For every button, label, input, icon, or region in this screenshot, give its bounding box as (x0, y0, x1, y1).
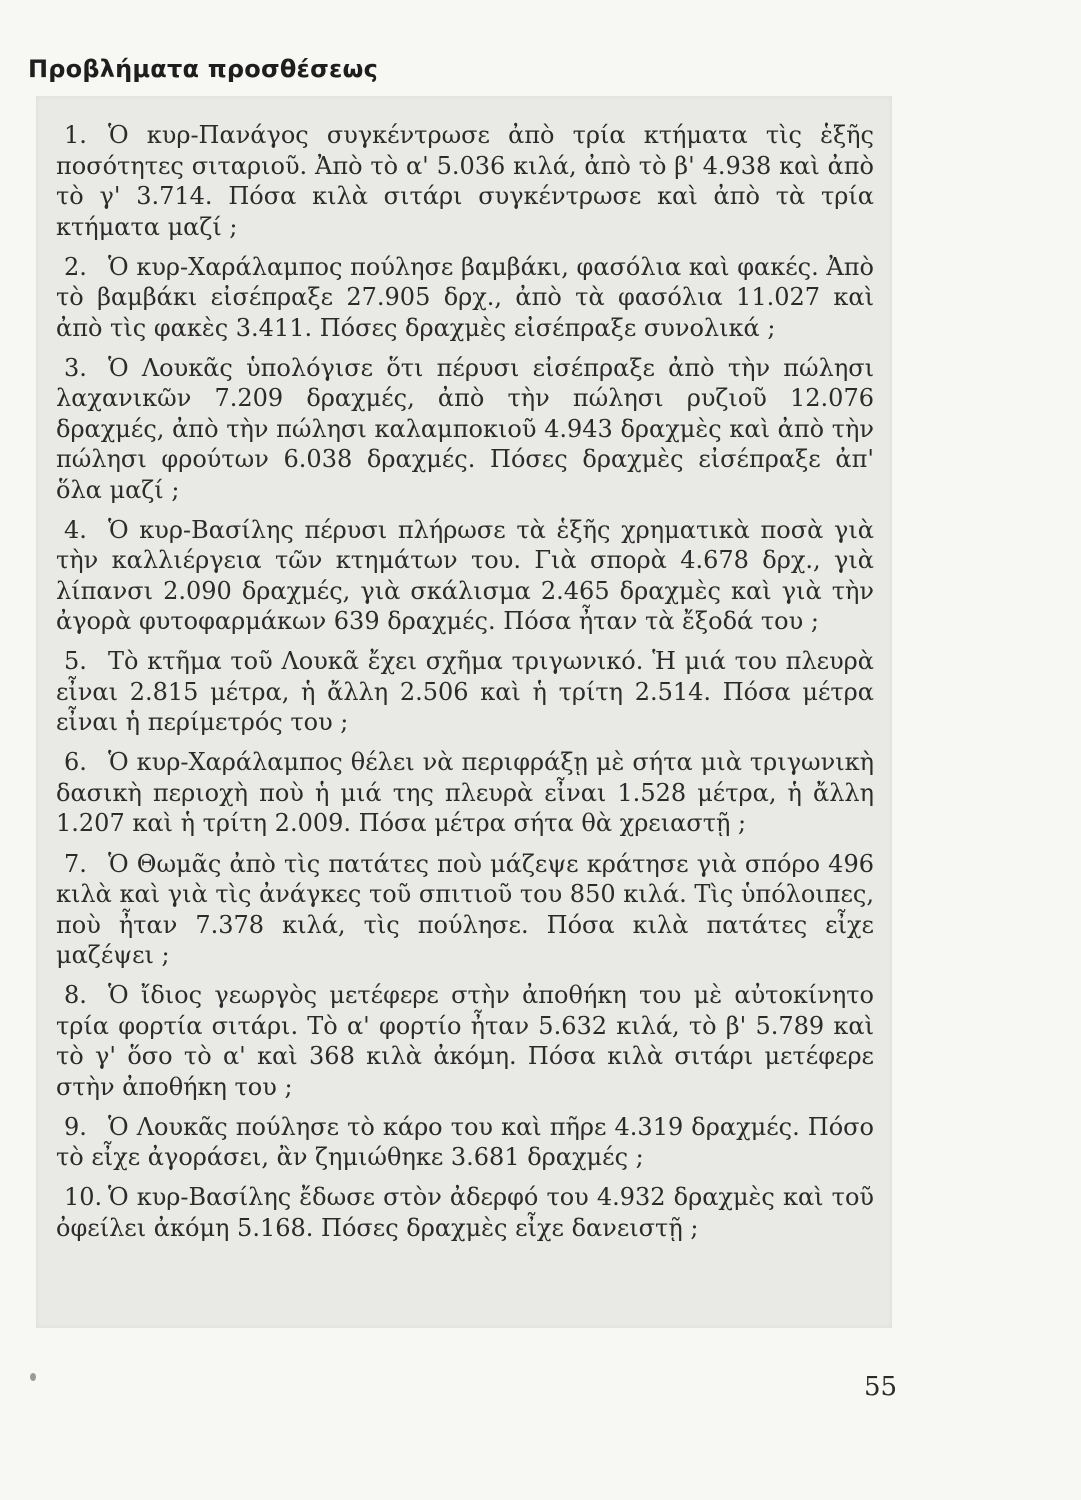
problem-item-6 (56, 747, 874, 839)
problem-item-10 (56, 1182, 874, 1243)
page-heading: Προβλήματα προσθέσεως (28, 55, 379, 83)
problem-item-5 (56, 646, 874, 738)
problem-number: 5. (64, 647, 87, 676)
problem-text: Ὁ ἴδιος γεωργὸς μετέφερε στὴν ἀποθήκη του μὲ αὐτοκίνητο τρία φορτία σιτάρι. Τὸ α' φορτίο ἦταν 5.632 κιλά, τὸ β' 5.789 καὶ τὸ γ' ὅσο τὸ α' καὶ 368 κιλὰ ἀκόμη. Πόσα κιλὰ σιτάρι μετέφερε στὴν ἀποθήκη του ; (56, 981, 874, 1101)
problem-text: Ὁ κυρ-Βασίλης πέρυσι πλήρωσε τὰ ἑξῆς χρηματικὰ ποσὰ γιὰ τὴν καλλιέργεια τῶν κτημάτων του. Γιὰ σπορὰ 4.678 δρχ., γιὰ λίπανσι 2.090 δραχμές, γιὰ σκάλισμα 2.465 δραχμὲς καὶ γιὰ τὴν ἀγορὰ φυτοφαρμάκων 639 δραχμές. Πόσα ἦταν τὰ ἔξοδά του ; (56, 515, 874, 636)
problem-text: Τὸ κτῆμα τοῦ Λουκᾶ ἔχει σχῆμα τριγωνικό. Ἡ μιά του πλευρὰ εἶναι 2.815 μέτρα, ἡ ἄλλη 2.506 καὶ ἡ τρίτη 2.514. Πόσα μέτρα εἶναι ἡ περίμετρός του ; (56, 647, 874, 737)
page-number: 55 (864, 1372, 898, 1402)
problem-text: Ὁ κυρ-Πανάγος συγκέντρωσε ἀπὸ τρία κτήματα τὶς ἑξῆς ποσότητες σιταριοῦ. Ἀπὸ τὸ α' 5.036 κιλά, ἀπὸ τὸ β' 4.938 καὶ ἀπὸ τὸ γ' 3.714. Πόσα κιλὰ σιτάρι συγκέντρωσε καὶ ἀπὸ τὰ τρία κτήματα μαζί ; (56, 121, 874, 241)
problem-number: 2. (64, 252, 87, 281)
problem-item-1 (56, 120, 874, 242)
problem-text: Ὁ κυρ-Χαράλαμπος θέλει νὰ περιφράξῃ μὲ σήτα μιὰ τριγωνικὴ δασικὴ περιοχὴ ποὺ ἡ μιά της πλευρὰ εἶναι 1.528 μέτρα, ἡ ἄλλη 1.207 καὶ ἡ τρίτη 2.009. Πόσα μέτρα σήτα θὰ χρειαστῇ ; (56, 748, 874, 838)
problem-item-2 (56, 252, 874, 344)
problem-number: 4. (64, 515, 87, 544)
problem-number: 7. (64, 849, 87, 878)
problem-text: Ὁ Λουκᾶς ὑπολόγισε ὅτι πέρυσι εἰσέπραξε ἀπὸ τὴν πώλησι λαχανικῶν 7.209 δραχμές, ἀπὸ τὴν πώλησι ρυζιοῦ 12.076 δραχμές, ἀπὸ τὴν πώλησι καλαμποκιοῦ 4.943 δραχμὲς καὶ ἀπὸ τὴν πώλησι φρούτων 6.038 δραχμές. Πόσες δραχμὲς εἰσέπραξε ἀπ' ὅλα μαζί ; (56, 353, 874, 504)
problem-list (56, 120, 874, 1253)
problem-item-9 (56, 1112, 874, 1173)
problem-number: 1. (64, 121, 87, 149)
problem-number: 6. (64, 748, 87, 777)
paper-speck (30, 1373, 36, 1381)
problem-text: Ὁ κυρ-Βασίλης ἔδωσε στὸν ἀδερφό του 4.932 δραχμὲς καὶ τοῦ ὀφείλει ἀκόμη 5.168. Πόσες δραχμὲς εἶχε δανειστῇ ; (56, 1183, 874, 1242)
problem-item-8 (56, 980, 874, 1102)
problem-number: 8. (64, 981, 87, 1010)
problem-number: 9. (64, 1112, 87, 1141)
problem-text: Ὁ κυρ-Χαράλαμπος πούλησε βαμβάκι, φασόλια καὶ φακές. Ἀπὸ τὸ βαμβάκι εἰσέπραξε 27.905 δρχ., ἀπὸ τὰ φασόλια 11.027 καὶ ἀπὸ τὶς φακὲς 3.411. Πόσες δραχμὲς εἰσέπραξε συνολικά ; (56, 252, 874, 342)
problem-text: Ὁ Λουκᾶς πούλησε τὸ κάρο του καὶ πῆρε 4.319 δραχμές. Πόσο τὸ εἶχε ἀγοράσει, ἂν ζημιώθηκε 3.681 δραχμές ; (56, 1112, 874, 1172)
problem-number: 3. (64, 353, 87, 382)
problem-item-7 (56, 849, 874, 971)
problem-item-4 (56, 515, 874, 637)
problem-number: 10. (64, 1183, 103, 1212)
problem-text: Ὁ Θωμᾶς ἀπὸ τὶς πατάτες ποὺ μάζεψε κράτησε γιὰ σπόρο 496 κιλὰ καὶ γιὰ τὶς ἀνάγκες τοῦ σπιτιοῦ του 850 κιλά. Τὶς ὑπόλοιπες, ποὺ ἦταν 7.378 κιλά, τὶς πούλησε. Πόσα κιλὰ πατάτες εἶχε μαζέψει ; (56, 849, 874, 970)
problem-item-3 (56, 353, 874, 506)
